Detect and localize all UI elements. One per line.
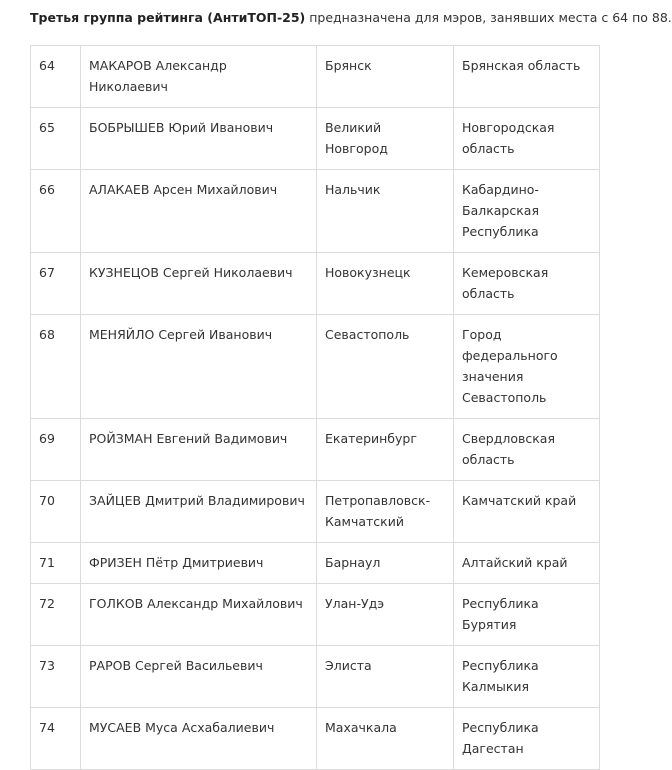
region-cell: Камчатский край <box>454 481 600 543</box>
region-cell: Кабардино-Балкарская Республика <box>454 170 600 253</box>
region-cell: Город федерального значения Севастополь <box>454 315 600 419</box>
mayor-name-cell: КУЗНЕЦОВ Сергей Николаевич <box>81 253 317 315</box>
region-cell: Республика Бурятия <box>454 584 600 646</box>
rank-cell: 73 <box>31 646 81 708</box>
city-cell: Петропавловск-Камчатский <box>317 481 454 543</box>
city-cell: Элиста <box>317 646 454 708</box>
intro-bold-text: Третья группа рейтинга (АнтиТОП-25) <box>30 10 306 25</box>
rank-cell: 66 <box>31 170 81 253</box>
mayor-name-cell: РОЙЗМАН Евгений Вадимович <box>81 419 317 481</box>
city-cell: Улан-Удэ <box>317 584 454 646</box>
region-cell: Новгородская область <box>454 108 600 170</box>
mayor-name-cell: РАРОВ Сергей Васильевич <box>81 646 317 708</box>
rank-cell: 65 <box>31 108 81 170</box>
table-row <box>31 315 600 419</box>
region-cell: Брянская область <box>454 46 600 108</box>
rank-cell: 71 <box>31 543 81 584</box>
table-row <box>31 543 600 584</box>
table-row <box>31 46 600 108</box>
rating-table-body <box>31 46 600 770</box>
city-cell: Нальчик <box>317 170 454 253</box>
mayor-name-cell: ГОЛКОВ Александр Михайлович <box>81 584 317 646</box>
region-cell: Алтайский край <box>454 543 600 584</box>
rank-cell: 64 <box>31 46 81 108</box>
rank-cell: 70 <box>31 481 81 543</box>
city-cell: Новокузнецк <box>317 253 454 315</box>
region-cell: Республика Дагестан <box>454 708 600 770</box>
mayor-name-cell: АЛАКАЕВ Арсен Михайлович <box>81 170 317 253</box>
table-row <box>31 646 600 708</box>
mayor-name-cell: ЗАЙЦЕВ Дмитрий Владимирович <box>81 481 317 543</box>
city-cell: Барнаул <box>317 543 454 584</box>
rank-cell: 69 <box>31 419 81 481</box>
rank-cell: 74 <box>31 708 81 770</box>
mayor-name-cell: МУСАЕВ Муса Асхабалиевич <box>81 708 317 770</box>
rank-cell: 67 <box>31 253 81 315</box>
mayor-name-cell: ФРИЗЕН Пётр Дмитриевич <box>81 543 317 584</box>
rank-cell: 68 <box>31 315 81 419</box>
table-row <box>31 708 600 770</box>
region-cell: Свердловская область <box>454 419 600 481</box>
intro-text: предназначена для мэров, занявших места с 64 по 88. <box>305 10 672 25</box>
mayor-name-cell: МЕНЯЙЛО Сергей Иванович <box>81 315 317 419</box>
intro-paragraph <box>30 9 672 27</box>
mayor-name-cell: БОБРЫШЕВ Юрий Иванович <box>81 108 317 170</box>
table-row <box>31 481 600 543</box>
region-cell: Кемеровская область <box>454 253 600 315</box>
city-cell: Брянск <box>317 46 454 108</box>
table-row <box>31 253 600 315</box>
table-row <box>31 108 600 170</box>
city-cell: Екатеринбург <box>317 419 454 481</box>
table-row <box>31 584 600 646</box>
region-cell: Республика Калмыкия <box>454 646 600 708</box>
city-cell: Великий Новгород <box>317 108 454 170</box>
city-cell: Севастополь <box>317 315 454 419</box>
table-row <box>31 170 600 253</box>
city-cell: Махачкала <box>317 708 454 770</box>
table-row <box>31 419 600 481</box>
rating-table <box>30 45 600 770</box>
mayor-name-cell: МАКАРОВ Александр Николаевич <box>81 46 317 108</box>
rank-cell: 72 <box>31 584 81 646</box>
